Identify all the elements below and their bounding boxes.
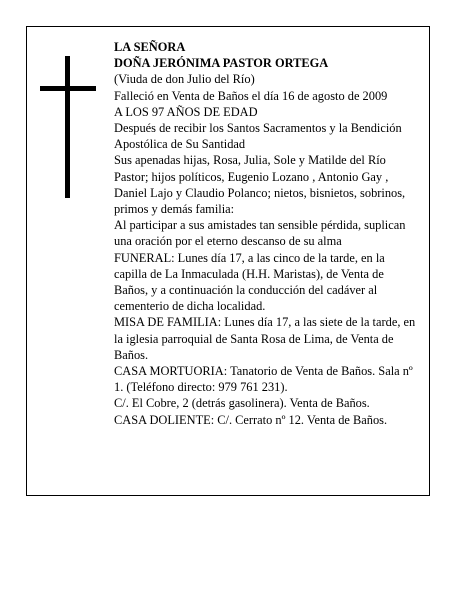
family-mass-line: MISA DE FAMILIA: Lunes día 17, a las siete de la tarde, en la iglesia parroquial de Santa Rosa de Lima, de Venta de Baños.	[114, 315, 416, 362]
address-line: C/. El Cobre, 2 (detrás gasolinera). Venta de Baños.	[114, 396, 370, 411]
cross-horizontal-bar	[40, 86, 96, 91]
sacraments-line: Después de recibir los Santos Sacramentos y la Bendición Apostólica de Su Santidad	[114, 121, 402, 152]
cross-vertical-bar	[65, 56, 70, 198]
widow-of: (Viuda de don Julio del Río)	[114, 72, 255, 87]
request-line: Al participar a sus amistades tan sensible pérdida, suplican una oración por el eterno descanso de su alma	[114, 218, 406, 249]
cross-icon	[40, 56, 96, 198]
obituary-text	[114, 39, 420, 428]
mortuary-line: CASA MORTUORIA: Tanatorio de Venta de Baños. Sala nº 1. (Teléfono directo: 979 761 231).	[114, 364, 413, 395]
death-notice: Falleció en Venta de Baños el día 16 de agosto de 2009	[114, 88, 388, 103]
deceased-name: DOÑA JERÓNIMA PASTOR ORTEGA	[114, 56, 329, 71]
funeral-line: FUNERAL: Lunes día 17, a las cinco de la tarde, en la capilla de La Inmaculada (H.H. Maristas), de Venta de Baños, y a continuación la conducción del cadáver al cementerio de dicha localidad.	[114, 250, 385, 314]
family-line: Sus apenadas hijas, Rosa, Julia, Sole y Matilde del Río Pastor; hijos políticos, Eugenio Lozano , Antonio Gay , Daniel Lajo y Claudio Polanco; nietos, bisnietos, sobrinos, primos y demás familia:	[114, 153, 406, 217]
mourning-house-line: CASA DOLIENTE: C/. Cerrato nº 12. Venta de Baños.	[114, 412, 388, 427]
age-line: A LOS 97 AÑOS DE EDAD	[114, 104, 258, 119]
title-line-1: LA SEÑORA	[114, 40, 186, 54]
